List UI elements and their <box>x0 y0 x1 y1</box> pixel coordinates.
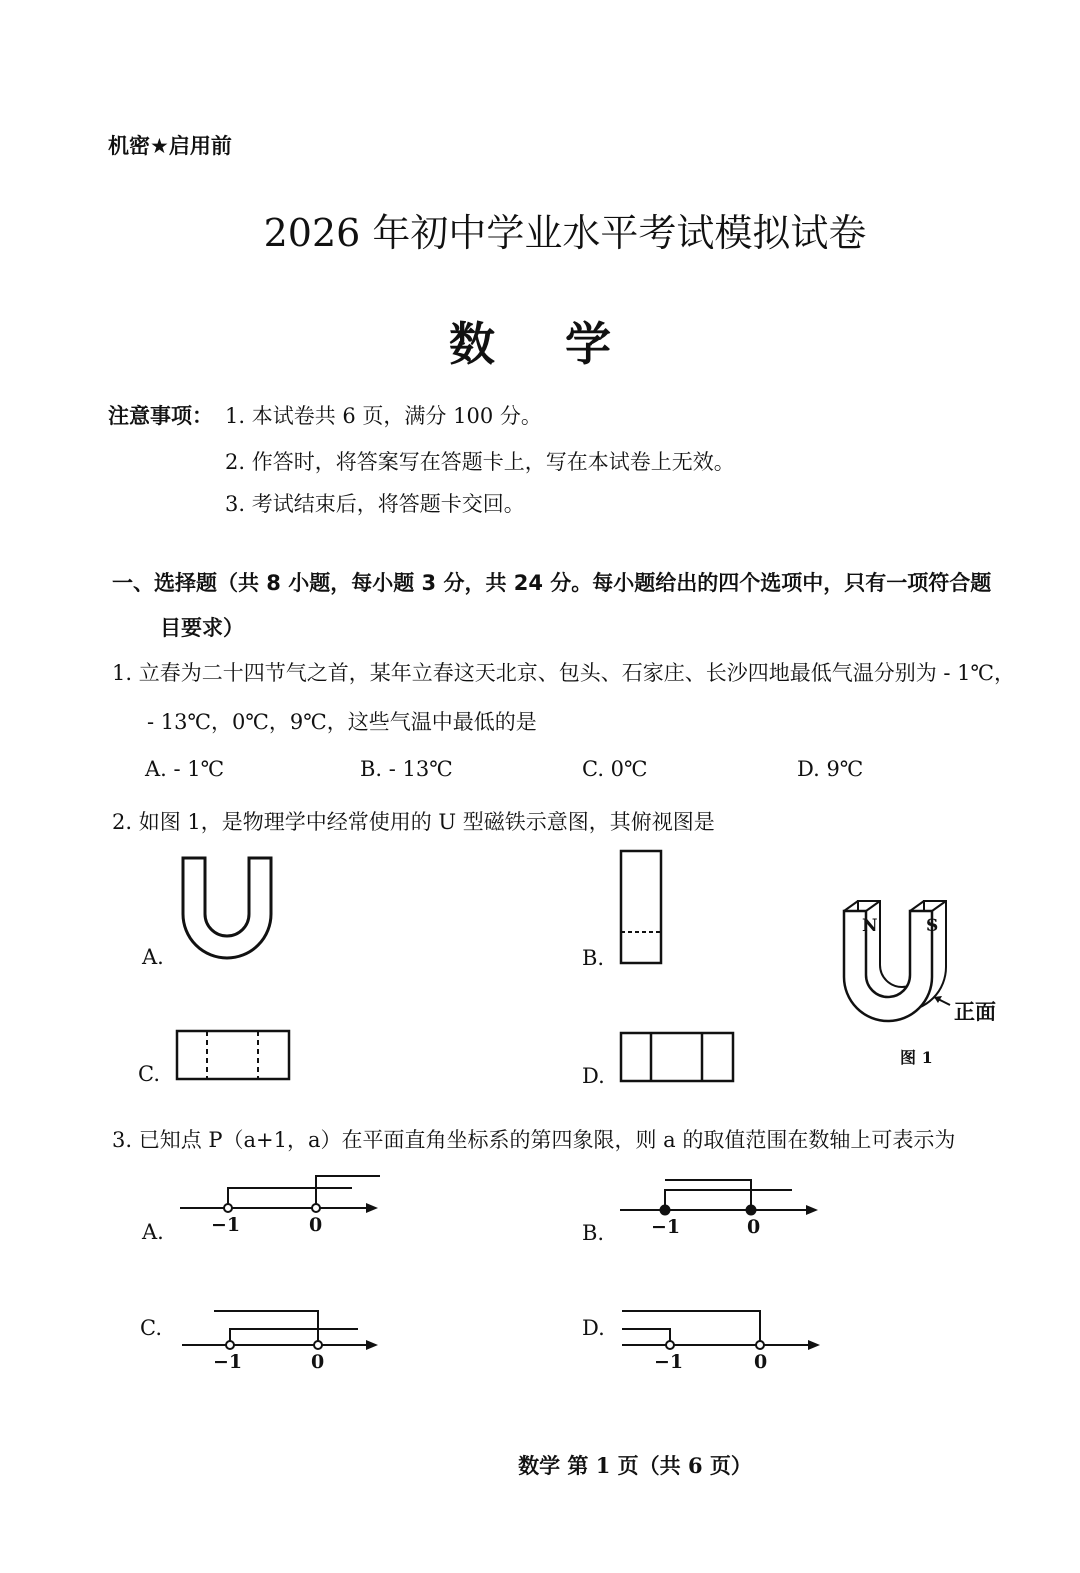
q1-stem-line2: - 13℃，0℃，9℃，这些气温中最低的是 <box>147 710 537 734</box>
figure1-pole-s: S <box>926 916 939 936</box>
q1-option-b: B. - 13℃ <box>360 757 453 781</box>
q3-option-a-tick-0: 0 <box>309 1214 323 1236</box>
q3-option-d-tick-0: 0 <box>754 1351 768 1373</box>
section-heading-line1: 一、选择题（共 8 小题，每小题 3 分，共 24 分。每小题给出的四个选项中，只有一项符合题 <box>112 571 992 595</box>
figure1-front-label: 正面 <box>954 999 996 1024</box>
q3-option-d-label: D. <box>582 1316 605 1340</box>
q2-option-b-figure <box>618 848 668 968</box>
q3-option-d-tick-neg1: −1 <box>654 1351 684 1373</box>
q3-option-b-tick-neg1: −1 <box>651 1216 681 1238</box>
q3-option-b-label: B. <box>582 1221 605 1245</box>
confidential-mark: 机密★启用前 <box>108 134 232 158</box>
q3-option-a-label: A. <box>142 1220 164 1244</box>
q2-option-d-figure <box>618 1030 738 1086</box>
q3-option-c-label: C. <box>140 1316 162 1340</box>
q2-option-c-figure <box>174 1028 294 1084</box>
note-item-2: 2. 作答时，将答案写在答题卡上，写在本试卷上无效。 <box>225 450 735 474</box>
exam-title: 2026 年初中学业水平考试模拟试卷 <box>263 211 867 255</box>
q2-option-c-label: C. <box>138 1062 160 1086</box>
q2-option-a-label: A. <box>142 945 164 969</box>
q2-stem: 2. 如图 1，是物理学中经常使用的 U 型磁铁示意图，其俯视图是 <box>112 810 715 834</box>
notes-label: 注意事项： <box>108 404 213 428</box>
note-item-3: 3. 考试结束后，将答题卡交回。 <box>225 492 525 516</box>
q1-stem-line1: 1. 立春为二十四节气之首，某年立春这天北京、包头、石家庄、长沙四地最低气温分别为 - 1℃， <box>112 661 1016 685</box>
q3-option-c-tick-neg1: −1 <box>213 1351 243 1373</box>
q1-option-d: D. 9℃ <box>797 757 864 781</box>
subject-title: 数学 <box>449 317 681 371</box>
section-heading-line2: 目要求） <box>160 616 244 640</box>
note-item-1: 1. 本试卷共 6 页，满分 100 分。 <box>225 404 542 428</box>
q3-option-b-tick-0: 0 <box>747 1216 761 1238</box>
q3-option-a-number-line <box>180 1168 390 1248</box>
figure1-caption: 图 1 <box>900 1048 933 1067</box>
q3-stem: 3. 已知点 P（a+1，a）在平面直角坐标系的第四象限，则 a 的取值范围在数轴上可表示为 <box>112 1128 956 1152</box>
q3-option-a-tick-neg1: −1 <box>211 1214 241 1236</box>
figure1-pole-n: N <box>862 916 878 936</box>
q1-option-a: A. - 1℃ <box>145 757 225 781</box>
q2-option-b-label: B. <box>582 946 605 970</box>
q2-option-d-label: D. <box>582 1064 605 1088</box>
q3-option-c-tick-0: 0 <box>311 1351 325 1373</box>
page-footer: 数学 第 1 页（共 6 页） <box>518 1453 752 1478</box>
q2-option-a-figure <box>175 852 285 972</box>
q3-option-b-number-line <box>620 1170 830 1250</box>
q1-option-c: C. 0℃ <box>582 757 648 781</box>
